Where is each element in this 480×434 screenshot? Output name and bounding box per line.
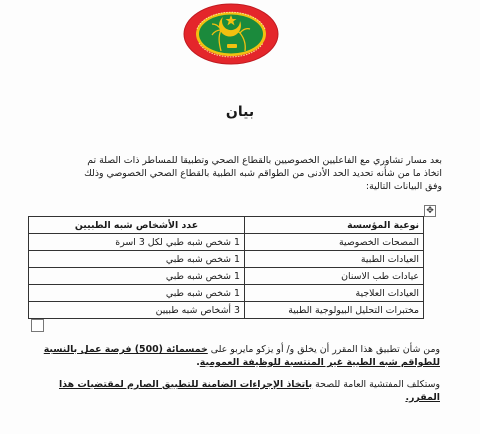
- table-row: [29, 251, 424, 268]
- table-row: [29, 234, 424, 251]
- institution-cell: العيادات الطبية: [245, 251, 424, 268]
- staff-count-cell: 1 شخص شبه طبي لكل 3 اسرة: [29, 234, 245, 251]
- closing-paragraph-1-cont: [18, 356, 440, 369]
- table-header-row: [29, 217, 424, 234]
- national-emblem-icon: [183, 3, 279, 65]
- closing-paragraph-2: [18, 378, 440, 391]
- staff-count-cell: 3 أشخاص شبه طبيين: [29, 302, 245, 319]
- intro-line: اتخاذ ما من شأنه تحديد الحد الأدنى من الطواقم شبه الطبية بالقطاع الصحي الخصوصي وذلك: [84, 168, 442, 179]
- closing-emphasis: خمسمائة (500) فرصة عمل بالنسبة: [43, 344, 208, 355]
- table-row: [29, 302, 424, 319]
- intro-paragraph: [18, 154, 442, 193]
- staff-count-cell: 1 شخص شبه طبي: [29, 268, 245, 285]
- header-institution-type: نوعية المؤسسة: [245, 217, 424, 234]
- intro-line: وفق البيانات التالية:: [365, 181, 442, 192]
- document-title: بيان: [225, 104, 255, 120]
- table-resize-handle[interactable]: [31, 319, 44, 332]
- closing-text: ومن شأن تطبيق هذا المقرر أن يخلق و/ أو يزكو مايربو على: [207, 344, 440, 355]
- institution-cell: مختبرات التحليل البيولوجية الطبية: [245, 302, 424, 319]
- header-staff-count: عدد الأشخاص شبه الطبيين: [29, 217, 245, 234]
- closing-emphasis: باتخاذ الإجراءات الضامنة للتطبيق الصارم لمقتضيات هذا: [58, 379, 313, 390]
- institution-cell: المصحات الخصوصية: [245, 234, 424, 251]
- institution-cell: العيادات العلاجية: [245, 285, 424, 302]
- staffing-table: [28, 216, 424, 319]
- staff-count-cell: 1 شخص شبه طبي: [29, 285, 245, 302]
- closing-section: [18, 343, 440, 404]
- intro-line: بعد مسار تشاوري مع الفاعليين الخصوصيين بالقطاع الصحي وتطبيقا للمساطر ذات الصلة تم: [87, 155, 442, 166]
- closing-emphasis: المقرر.: [405, 392, 440, 403]
- institution-cell: عيادات طب الاسنان: [245, 268, 424, 285]
- closing-paragraph-1: [18, 343, 440, 356]
- table-move-handle-icon[interactable]: ✥: [424, 205, 436, 217]
- closing-paragraph-2-cont: [18, 391, 440, 404]
- table-row: [29, 268, 424, 285]
- table-row: [29, 285, 424, 302]
- closing-text: وستكلف المفتشية العامة للصحة: [312, 379, 440, 390]
- staff-count-cell: 1 شخص شبه طبي: [29, 251, 245, 268]
- closing-emphasis: للطواقم شبه الطبية غير المنتسبة للوظيفة العمومية: [199, 357, 440, 368]
- closing-text: .: [196, 357, 200, 368]
